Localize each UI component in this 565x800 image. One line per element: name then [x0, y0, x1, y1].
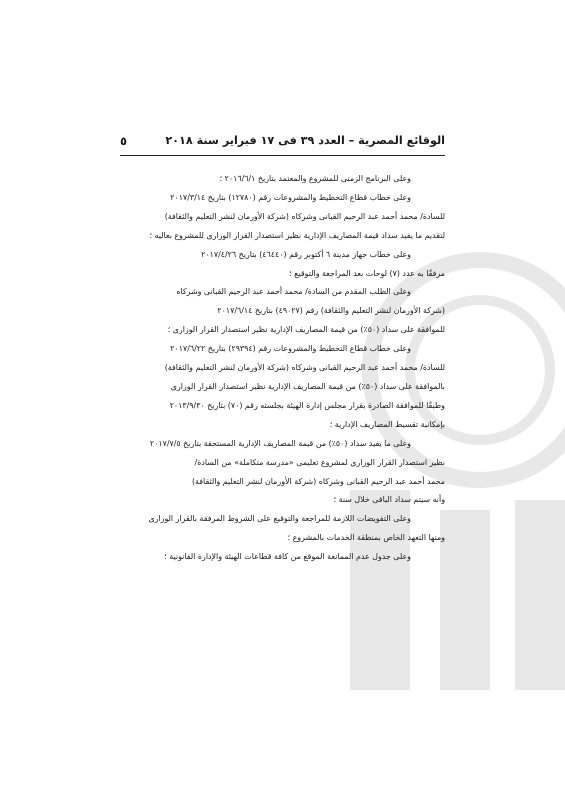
text-line: وعلى خطاب قطاع التخطيط والمشروعات رقم (٢٩٣٩٤) بتاريخ ٢٠١٧/٦/٢٢	[170, 344, 411, 354]
text-line: وعلى جدول عدم الممانعة الموقع من كافة قطاعات الهيئة والإدارة القانونية ؛	[164, 552, 411, 562]
text-line: وعلى البرنامج الزمنى للمشروع والمعتمد بتاريخ ٢٠١٦/٦/١ ؛	[219, 174, 411, 183]
text-line: للموافقة على سداد (٥٠٪) من قيمة المصاريف الإدارية نظير استصدار القرار الوزارى ؛	[167, 325, 445, 335]
text-line: وعلى خطاب قطاع التخطيط والمشروعات رقم (١٢٧٨٠) بتاريخ ٢٠١٧/٣/١٤	[170, 192, 411, 202]
header-divider	[120, 155, 445, 156]
text-line: محمد أحمد عبد الرحيم القبانى وشركاه (شركة الأورمان لنشر التعليم والثقافة)	[191, 476, 445, 486]
text-line: مرفقًا به عدد (٧) لوحات بعد المراجعة والتوقيع ؛	[289, 268, 445, 278]
text-line: نظير استصدار القرار الوزارى لمشروع تعليمى «مدرسة متكاملة» من السادة/	[194, 457, 445, 467]
page-number: ٥	[120, 134, 128, 148]
gazette-title: الوقائع المصرية – العدد ٣٩ فى ١٧ فبراير سنة ٢٠١٨	[165, 134, 445, 147]
text-line: للسادة/ محمد أحمد عبد الرحيم القبانى وشركاه (شركة الأورمان لنشر التعليم والثقافة)	[164, 211, 445, 221]
text-line: وعلى ما يفيد سداد (٥٠٪) من قيمة المصاريف الإدارية المستحقة بتاريخ ٢٠١٧/٧/٥	[149, 438, 411, 448]
text-line: بإمكانية تقسيط المصاريف الإدارية ؛	[329, 419, 445, 429]
text-line: للسادة/ محمد أحمد عبد الرحيم القبانى وشركاه (شركة الأورمان لنشر التعليم والثقافة)	[164, 363, 445, 373]
text-line: (شركة الأورمان لنشر التعليم والثقافة) رقم (٤٩٠٢٧) بتاريخ ٢٠١٧/٦/١٤	[217, 306, 445, 316]
page-header	[120, 134, 445, 154]
text-line: وطبقًا للموافقة الصادرة بقرار مجلس إدارة الهيئة بجلسته رقم (٧٠) بتاريخ ٢٠١٣/٩/٣٠	[169, 400, 445, 410]
text-line: وعلى الطلب المقدم من السادة/ محمد أحمد عبد الرحيم القبانى وشركاه	[176, 287, 411, 297]
document-body	[120, 170, 445, 567]
text-line: وعلى خطاب جهاز مدينة ٦ أكتوبر رقم (٤٦٤٤٠) بتاريخ ٢٠١٧/٤/٢٦	[201, 249, 411, 259]
text-line: لتقديم ما يفيد سداد قيمة المصاريف الإدارية نظير استصدار القرار الوزارى للمشروع بعاليه ؛	[149, 230, 445, 240]
text-line: وأنه سيتم سداد الباقى خلال سنة ؛	[333, 495, 445, 505]
text-line: بالموافقة على سداد (٥٠٪) من قيمة المصاريف الإدارية نظير استصدار القرار الوزارى	[170, 381, 445, 391]
text-line: ومنها التعهد الخاص بمنطقة الخدمات بالمشروع ؛	[287, 533, 445, 543]
text-line: وعلى التفويضات اللازمة للمراجعة والتوقيع على الشروط المرفقة بالقرار الوزارى	[148, 514, 411, 524]
